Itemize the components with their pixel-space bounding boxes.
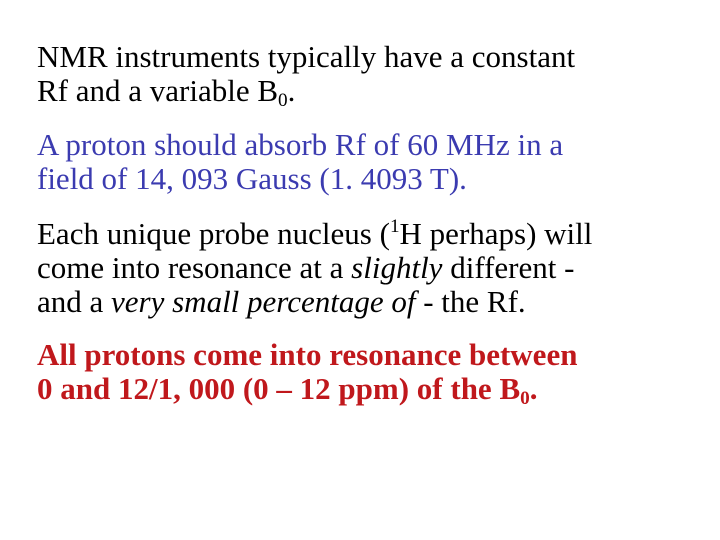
line [37,251,707,285]
text: and a [37,284,112,319]
text: . [529,371,538,406]
subscript: 0 [278,90,288,111]
paragraph-nmr-instruments [37,39,707,111]
slide-content [37,39,707,409]
paragraph-all-protons [37,337,707,409]
text: come into resonance at a [37,250,352,285]
line [37,128,707,162]
text: H perhaps) will [399,216,593,251]
text: All protons come into resonance between [37,337,578,372]
text: Each unique probe nucleus ( [37,216,390,251]
superscript: 1 [389,216,400,237]
text: field of 14, 093 Gauss (1. 4093 T). [37,161,467,196]
line [37,73,707,111]
line [37,162,707,196]
paragraph-unique-nucleus [37,217,707,319]
text: 0 and 12/1, 000 (0 – 12 ppm) of the B [37,371,521,406]
text: - the Rf. [415,284,526,319]
text: different - [442,250,575,285]
subscript: 0 [520,388,530,409]
text: NMR instruments typically have a constant [37,39,576,74]
line [37,285,707,319]
text: A proton should absorb Rf of 60 MHz in a [37,127,564,162]
emphasis: very small percentage of [111,284,416,319]
line [37,217,707,251]
line [37,40,707,74]
text: Rf and a variable B [37,73,279,108]
line [37,338,707,372]
paragraph-proton-absorb [37,128,707,196]
emphasis: slightly [351,250,443,285]
text: . [287,73,296,108]
line [37,371,707,409]
